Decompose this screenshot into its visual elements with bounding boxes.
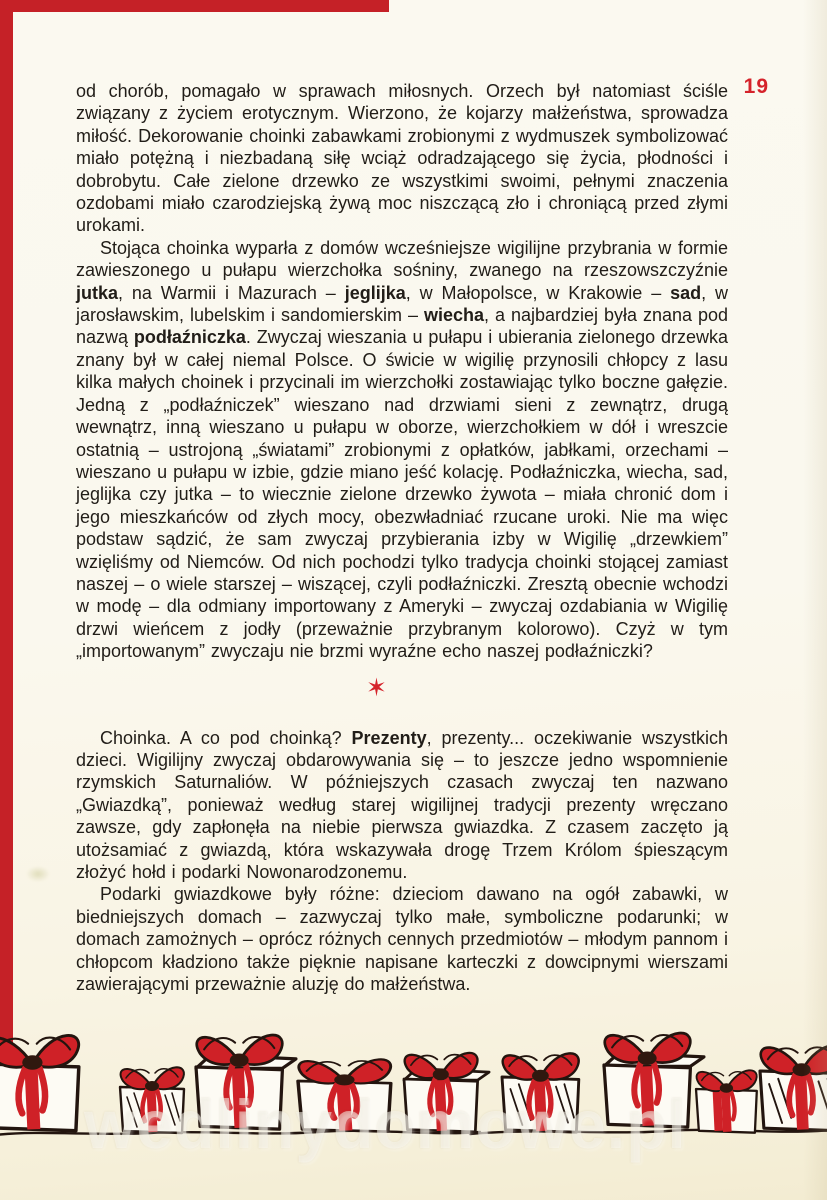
watermark-text: wedlinydomowe.pl bbox=[84, 1085, 687, 1163]
text-run: Stojąca choinka wyparła z domów wcześniejsze wigilijne przybrania w formie zawieszonego u pułapu wierzchołka sośniny, zwanego na rzeszowszczyźnie bbox=[76, 237, 728, 281]
text-run: , a najbardziej była znana pod nazwą bbox=[76, 305, 729, 348]
emphasized-term: sad bbox=[670, 282, 702, 303]
text-run: Podarki gwiazdkowe były różne: dzieciom dawano na ogół zabawki, w biedniejszych domach – zazwyczaj tylko małe, symboliczne podarunki; w domach zamożnych – oprócz różnych cennych przedmiotów – młodym pannom i chłopcom kładziono także pięknie napisane karteczki z dowcipnymi wierszami zawierającymi przeważnie aluzję do małżeństwa. bbox=[76, 884, 728, 995]
emphasized-term: podłaźniczka bbox=[133, 327, 246, 348]
emphasized-term: wiecha bbox=[423, 305, 484, 326]
emphasized-term: jeglijka bbox=[344, 282, 406, 303]
section-divider-star-icon: ✶ bbox=[366, 673, 387, 702]
body-text bbox=[76, 80, 728, 995]
emphasized-term: Prezenty bbox=[351, 727, 427, 748]
paragraph-prezenty bbox=[76, 727, 728, 884]
paragraph-intro bbox=[76, 80, 728, 237]
margin-smudge bbox=[26, 866, 50, 882]
text-run: od chorób, pomagało w sprawach miłosnych. Orzech był natomiast ściśle związany z życiem erotycznym. Wierzono, że kojarzy małżeństwa, sprowadza miłość. Dekorowanie choinki zabawkami zrobionymi z wydmuszek symbolizować miało potężną i niezbadaną siłę wciąż odradzającego się życia, płodności i dobrobytu. Całe zielone drzewko ze wszystkimi swoimi, pełnymi znaczenia ozdobami miało czarodziejską żywą moc niszczącą zło i chroniącą przed złymi urokami. bbox=[76, 81, 728, 236]
paragraph-podarki bbox=[76, 883, 728, 995]
text-run: Choinka. A co pod choinką? bbox=[100, 727, 352, 748]
red-edge-bar-left bbox=[0, 0, 13, 1046]
text-run: , na Warmii i Mazurach – bbox=[118, 282, 345, 303]
paragraph-podlazniczka bbox=[76, 237, 728, 663]
page-number: 19 bbox=[743, 75, 769, 98]
red-edge-bar-top bbox=[0, 0, 389, 12]
text-run: , prezenty... oczekiwanie wszystkich dzieci. Wigilijny zwyczaj obdarowywania się – to jeszcze jedno wspomnienie rzymskich Saturnaliów. W późniejszych czasach zwyczaj ten nazwano „Gwiazdką”, ponieważ według starej wigilijnej tradycji prezenty wręczano zawsze, gdy zapłonęła na niebie pierwsza gwiazdka. Z czasem zaczęto ją utożsamiać z gwiazdą, która wskazywała drogę Trzem Królom śpieszącym złożyć hołd i podarki Nowonarodzonemu. bbox=[76, 727, 728, 882]
emphasized-term: jutka bbox=[76, 282, 119, 303]
text-run: , w Małopolsce, w Krakowie – bbox=[405, 282, 671, 303]
text-run: , w jarosławskim, lubelskim i sandomierskim – bbox=[76, 282, 729, 326]
text-run: . Zwyczaj wieszania u pułapu i ubierania zielonego drzewka znany był w całej niemal Polsce. O świcie w wigilię przynosili chłopcy z lasu kilka małych choinek i przycinali im wierzchołki zostawiając tylko boczne gałęzie. Jedną z „podłaźniczek” wieszano nad drzwiami sieni z zewnątrz, drugą wewnątrz, inną wieszano u pułapu w oborze, wierzchołkiem w dół i wreszcie ostatnią – ustrojoną „światami” zrobionymi z opłatków, jabłkami, orzechami – wieszano u pułapu w izbie, gdzie miano jeść kolację. Podłaźniczka, wiecha, sad, jeglijka czy jutka – to wiecznie zielone drzewko żywota – miała chronić dom i jego mieszkańców od złych mocy, obezwładniać rzucane uroki. Nie ma więc podstaw sądzić, że sam zwyczaj przybierania izby w Wigilię „drzewkiem” wzięliśmy od Niemców. Od nich pochodzi tylko tradycja choinki stojącej zamiast naszej – o wiele starszej – wiszącej, czyli podłaźniczki. Zresztą obecnie wchodzi w modę – dla odmiany importowany z Ameryki – zwyczaj ozdabiania w Wigilię drzwi wieńcem z jodły (przeważnie przybranym kolorowo). Czyż w tym „importowanym” zwyczaju nie brzmi wyraźne echo naszej podłaźniczki? bbox=[76, 327, 728, 662]
